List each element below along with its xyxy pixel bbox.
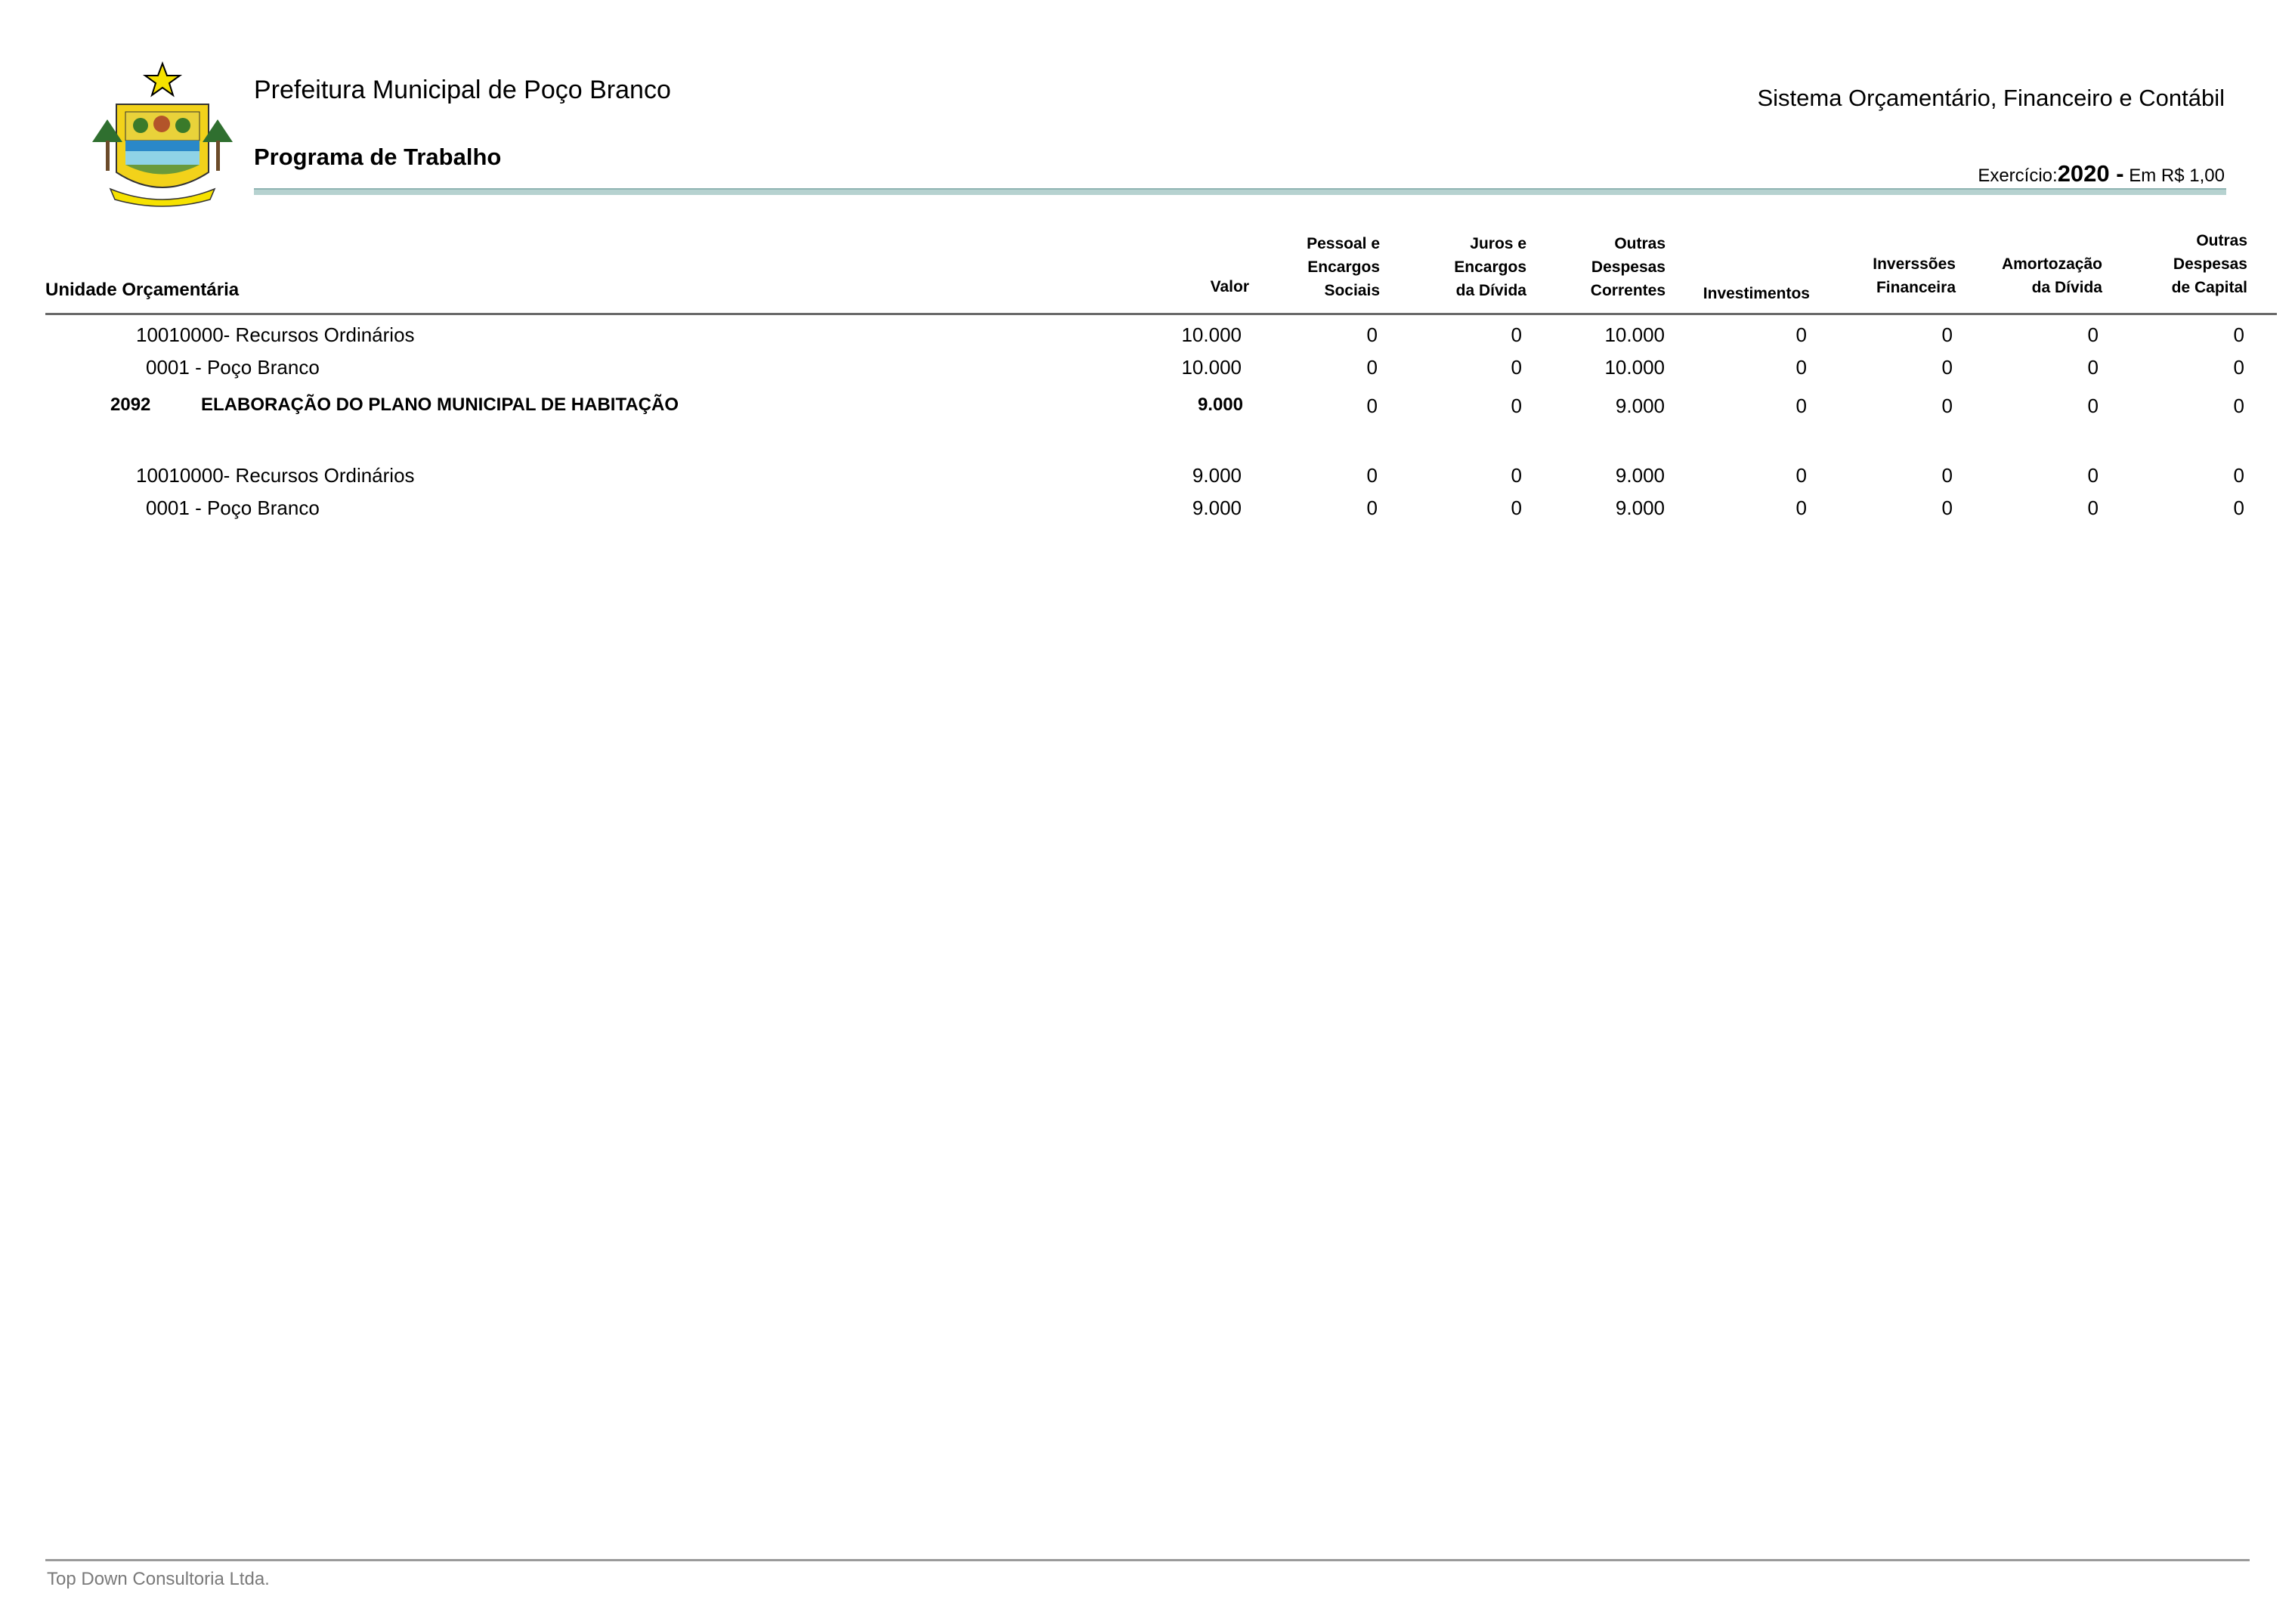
cell-amortizacao: 0 bbox=[2087, 356, 2099, 379]
cell-pessoal: 0 bbox=[1366, 356, 1378, 379]
column-header-line: Despesas bbox=[1591, 258, 1666, 276]
exercise-info bbox=[1978, 160, 2225, 187]
exercise-label: Exercício: bbox=[1978, 165, 2058, 186]
cell-amortizacao: 0 bbox=[2087, 323, 2099, 346]
cell-valor: 9.000 bbox=[1192, 464, 1242, 487]
column-header-investimentos bbox=[1703, 282, 1810, 305]
cell-juros: 0 bbox=[1511, 356, 1522, 379]
system-name: Sistema Orçamentário, Financeiro e Contábil bbox=[1757, 85, 2225, 111]
table-header-divider bbox=[45, 313, 2277, 315]
column-header-line: Financeira bbox=[1876, 279, 1956, 296]
table-row-program bbox=[0, 394, 2295, 425]
row-label: 0001 - Poço Branco bbox=[146, 496, 320, 519]
cell-outras-capital: 0 bbox=[2233, 323, 2244, 346]
row-label: 0001 - Poço Branco bbox=[146, 356, 320, 379]
cell-valor: 9.000 bbox=[1197, 394, 1243, 415]
column-header-line: Sociais bbox=[1324, 282, 1380, 299]
cell-outras-correntes: 10.000 bbox=[1604, 356, 1665, 379]
column-header-line: Despesas bbox=[2173, 255, 2247, 273]
report-title: Programa de Trabalho bbox=[254, 144, 502, 170]
column-header-line: Pessoal e bbox=[1307, 235, 1380, 252]
cell-juros: 0 bbox=[1511, 394, 1522, 417]
cell-pessoal: 0 bbox=[1366, 323, 1378, 346]
column-header-line: de Capital bbox=[2171, 279, 2247, 296]
row-label: 10010000- Recursos Ordinários bbox=[136, 323, 415, 346]
column-header-line: Valor bbox=[1210, 278, 1249, 295]
column-header-line: Outras bbox=[2196, 232, 2247, 249]
organization-name: Prefeitura Municipal de Poço Branco bbox=[254, 76, 671, 104]
cell-outras-correntes: 9.000 bbox=[1615, 496, 1665, 519]
table-row bbox=[0, 323, 2295, 354]
cell-pessoal: 0 bbox=[1366, 464, 1378, 487]
cell-valor: 9.000 bbox=[1192, 496, 1242, 519]
column-header-outras-capital bbox=[2172, 229, 2247, 299]
cell-outras-correntes: 9.000 bbox=[1615, 394, 1665, 417]
cell-juros: 0 bbox=[1511, 464, 1522, 487]
cell-pessoal: 0 bbox=[1366, 496, 1378, 519]
cell-investimentos: 0 bbox=[1795, 356, 1807, 379]
column-header-line: Juros e bbox=[1470, 235, 1526, 252]
table-row bbox=[0, 496, 2295, 527]
cell-inversoes: 0 bbox=[1941, 356, 1953, 379]
coat-of-arms-logo bbox=[80, 59, 245, 207]
column-header-line: da Dívida bbox=[2031, 279, 2102, 296]
table-row bbox=[0, 356, 2295, 386]
column-header-line: Encargos bbox=[1307, 258, 1380, 276]
row-label: ELABORAÇÃO DO PLANO MUNICIPAL DE HABITAÇÃO bbox=[201, 394, 679, 415]
cell-investimentos: 0 bbox=[1795, 464, 1807, 487]
cell-outras-capital: 0 bbox=[2233, 356, 2244, 379]
column-header-line: Encargos bbox=[1454, 258, 1526, 276]
column-header-line: Investimentos bbox=[1703, 285, 1810, 302]
table-row bbox=[0, 464, 2295, 494]
cell-inversoes: 0 bbox=[1941, 464, 1953, 487]
column-header-inversoes bbox=[1873, 252, 1956, 299]
star-icon bbox=[145, 63, 180, 95]
cell-investimentos: 0 bbox=[1795, 496, 1807, 519]
currency-label: Em R$ 1,00 bbox=[2129, 165, 2225, 186]
column-header-unit: Unidade Orçamentária bbox=[45, 280, 240, 300]
cell-outras-correntes: 10.000 bbox=[1604, 323, 1665, 346]
column-header-valor bbox=[1211, 275, 1249, 299]
cell-inversoes: 0 bbox=[1941, 394, 1953, 417]
column-header-line: Outras bbox=[1614, 235, 1666, 252]
cell-pessoal: 0 bbox=[1366, 394, 1378, 417]
cell-outras-capital: 0 bbox=[2233, 394, 2244, 417]
footer-company: Top Down Consultoria Ltda. bbox=[47, 1569, 270, 1589]
cell-investimentos: 0 bbox=[1795, 394, 1807, 417]
cell-outras-correntes: 9.000 bbox=[1615, 464, 1665, 487]
cell-valor: 10.000 bbox=[1181, 323, 1242, 346]
column-header-line: Inverssões bbox=[1873, 255, 1956, 273]
cell-outras-capital: 0 bbox=[2233, 464, 2244, 487]
column-header-amortizacao bbox=[2002, 252, 2102, 299]
column-header-outras-correntes bbox=[1591, 232, 1666, 302]
footer-divider bbox=[45, 1559, 2250, 1561]
cell-juros: 0 bbox=[1511, 323, 1522, 346]
column-header-pessoal bbox=[1307, 232, 1380, 302]
column-header-juros bbox=[1454, 232, 1526, 302]
cell-inversoes: 0 bbox=[1941, 496, 1953, 519]
exercise-year: 2020 - bbox=[2057, 160, 2124, 187]
row-label: 10010000- Recursos Ordinários bbox=[136, 464, 415, 487]
cell-amortizacao: 0 bbox=[2087, 464, 2099, 487]
cell-inversoes: 0 bbox=[1941, 323, 1953, 346]
header-divider bbox=[254, 188, 2226, 195]
column-header-line: Correntes bbox=[1590, 282, 1666, 299]
cell-investimentos: 0 bbox=[1795, 323, 1807, 346]
cell-amortizacao: 0 bbox=[2087, 394, 2099, 417]
cell-valor: 10.000 bbox=[1181, 356, 1242, 379]
cell-juros: 0 bbox=[1511, 496, 1522, 519]
cell-amortizacao: 0 bbox=[2087, 496, 2099, 519]
cell-outras-capital: 0 bbox=[2233, 496, 2244, 519]
program-code: 2092 bbox=[110, 394, 151, 415]
column-header-line: Amortozação bbox=[2001, 255, 2102, 273]
column-header-line: da Dívida bbox=[1455, 282, 1526, 299]
